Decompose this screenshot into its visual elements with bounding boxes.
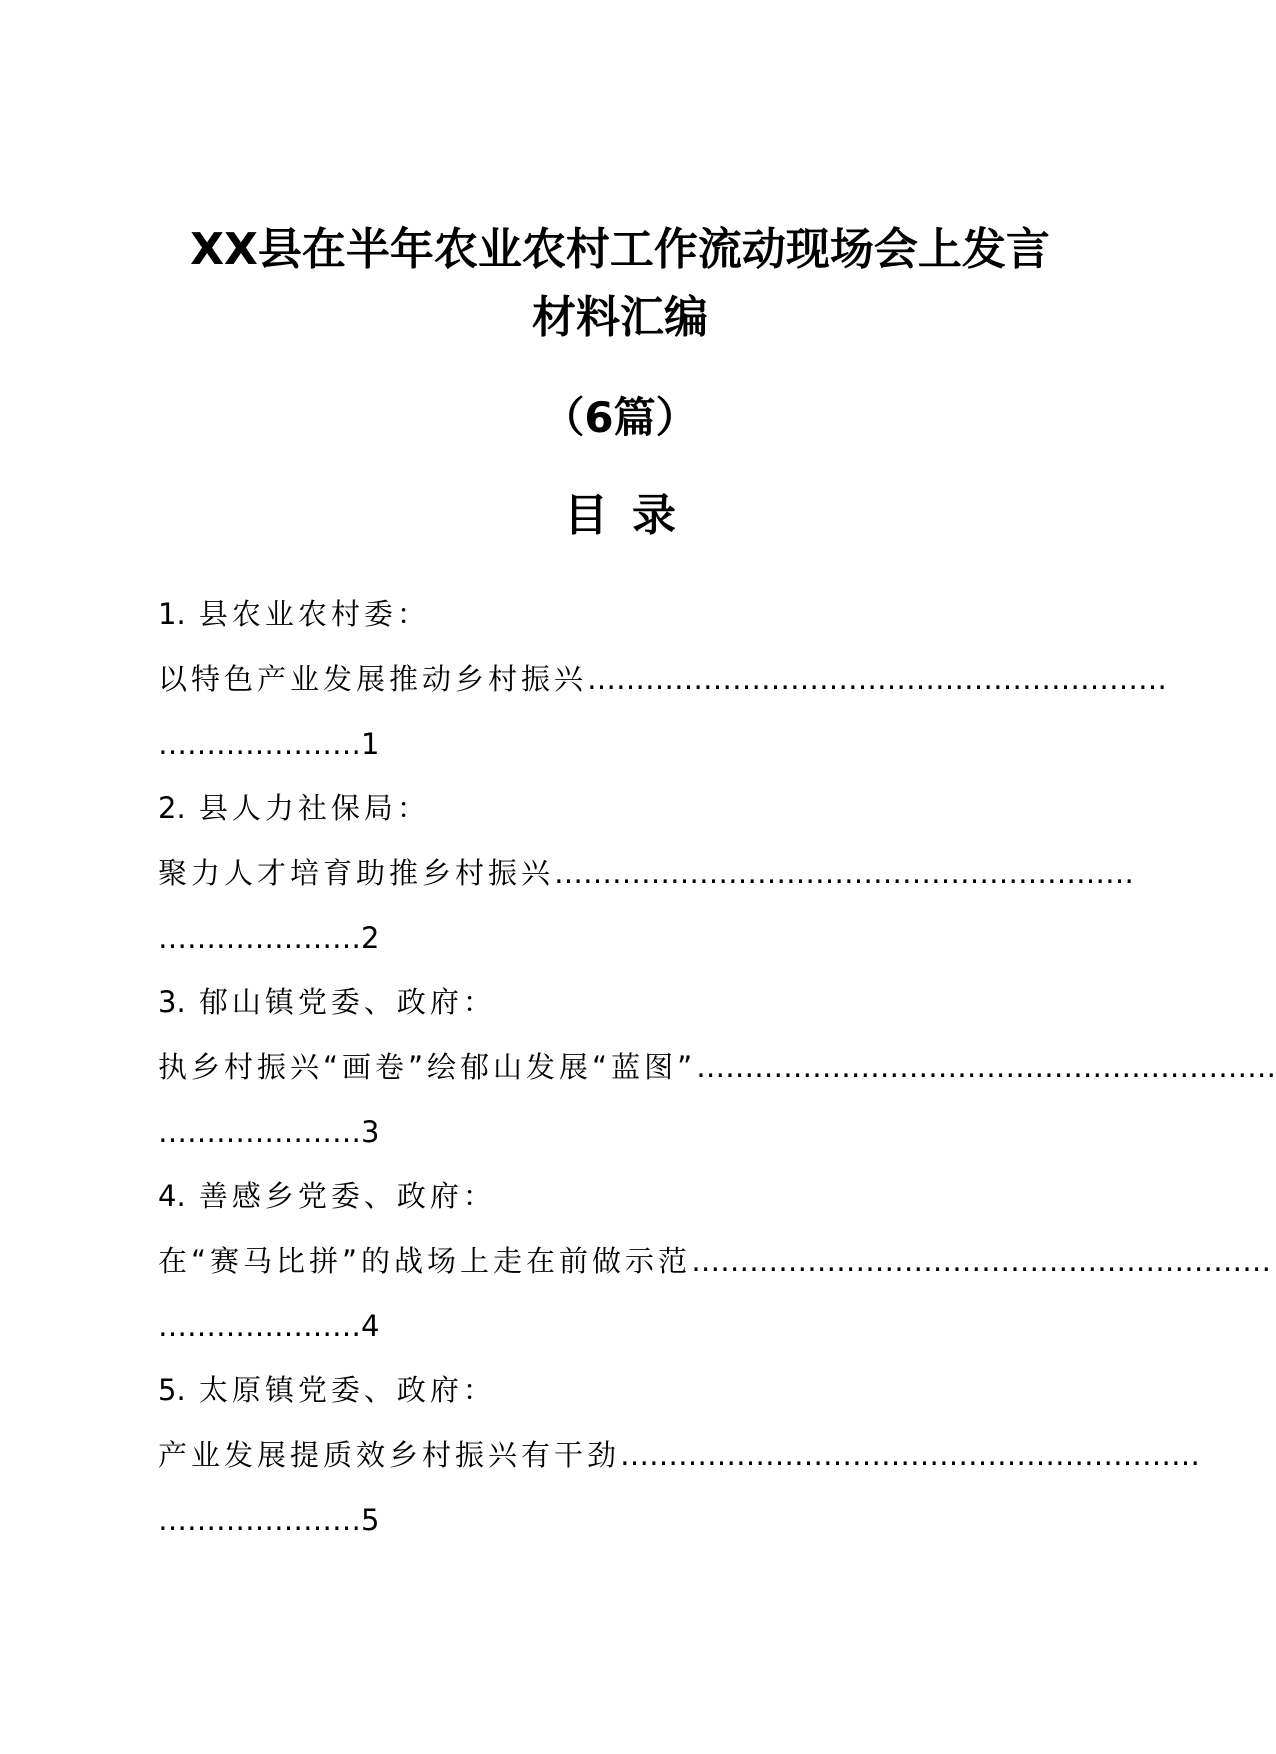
- toc-entry-page[interactable]: 4: [361, 1309, 380, 1343]
- toc-title-row: [158, 1429, 1201, 1494]
- toc-leader-dots: ……………………………………………………: [620, 1438, 1201, 1472]
- toc-entry-number: 4.: [158, 1179, 186, 1213]
- toc-page-row: [158, 912, 1078, 977]
- toc-unit-row: [158, 782, 1078, 847]
- toc-page-row: [158, 1494, 1078, 1559]
- toc-unit-row: [158, 976, 1078, 1041]
- toc-leader-dots: ……………………………………………………: [691, 1244, 1272, 1278]
- toc-entry-number: 5.: [158, 1373, 186, 1407]
- toc-entry-title[interactable]: 在“赛马比拼”的战场上走在前做示范: [158, 1244, 692, 1278]
- toc-leader-dots: ……………………………………………………: [554, 856, 1135, 890]
- toc-page-row: [158, 718, 1078, 783]
- toc-entry-title[interactable]: 执乡村振兴“画卷”绘郁山发展“蓝图”: [158, 1050, 697, 1084]
- document-title-line1: XX县在半年农业农村工作流动现场会上发言: [190, 224, 1050, 275]
- toc-title-row: [158, 847, 1135, 912]
- toc-entry-title[interactable]: 产业发展提质效乡村振兴有干劲: [158, 1438, 621, 1472]
- toc-entry-title[interactable]: 聚力人才培育助推乡村振兴: [158, 856, 555, 890]
- toc-entry-number: 1.: [158, 597, 186, 631]
- toc-entry-unit: 郁山镇党委、政府：: [198, 985, 496, 1019]
- toc-entry-unit: 善感乡党委、政府：: [198, 1179, 496, 1213]
- toc-entry[interactable]: [158, 976, 1276, 1170]
- toc-title-row: [158, 1041, 1276, 1106]
- toc-title-row: [158, 653, 1168, 718]
- toc-title-row: [158, 1235, 1272, 1300]
- toc-heading: 目录: [564, 490, 700, 541]
- toc-page-row: [158, 1106, 1078, 1171]
- toc-leader-dots: ……………………………………………………: [587, 662, 1168, 696]
- toc-entry-title[interactable]: 以特色产业发展推动乡村振兴: [158, 662, 588, 696]
- toc-entry-page[interactable]: 3: [361, 1115, 380, 1149]
- table-of-contents: [158, 588, 1276, 1558]
- toc-entry-page[interactable]: 1: [361, 727, 380, 761]
- toc-unit-row: [158, 588, 1078, 653]
- toc-page-leader: …………………: [158, 727, 361, 761]
- toc-entry-page[interactable]: 2: [361, 921, 380, 955]
- toc-entry-unit: 太原镇党委、政府：: [198, 1373, 496, 1407]
- toc-entry[interactable]: [158, 1170, 1272, 1364]
- toc-unit-row: [158, 1364, 1078, 1429]
- toc-entry[interactable]: [158, 1364, 1201, 1558]
- toc-entry-number: 3.: [158, 985, 186, 1019]
- document-subtitle: （6篇）: [542, 393, 698, 442]
- document-title-line2: 材料汇编: [532, 292, 708, 343]
- toc-page-leader: …………………: [158, 1309, 361, 1343]
- toc-entry[interactable]: [158, 588, 1168, 782]
- toc-entry-unit: 县农业农村委：: [198, 597, 430, 631]
- toc-page-leader: …………………: [158, 921, 361, 955]
- toc-unit-row: [158, 1170, 1078, 1235]
- toc-leader-dots: ……………………………………………………: [696, 1050, 1276, 1084]
- toc-entry-unit: 县人力社保局：: [198, 791, 430, 825]
- toc-page-leader: …………………: [158, 1503, 361, 1537]
- toc-entry-page[interactable]: 5: [361, 1503, 380, 1537]
- toc-entry-number: 2.: [158, 791, 186, 825]
- toc-entry[interactable]: [158, 782, 1135, 976]
- toc-page-leader: …………………: [158, 1115, 361, 1149]
- toc-page-row: [158, 1300, 1078, 1365]
